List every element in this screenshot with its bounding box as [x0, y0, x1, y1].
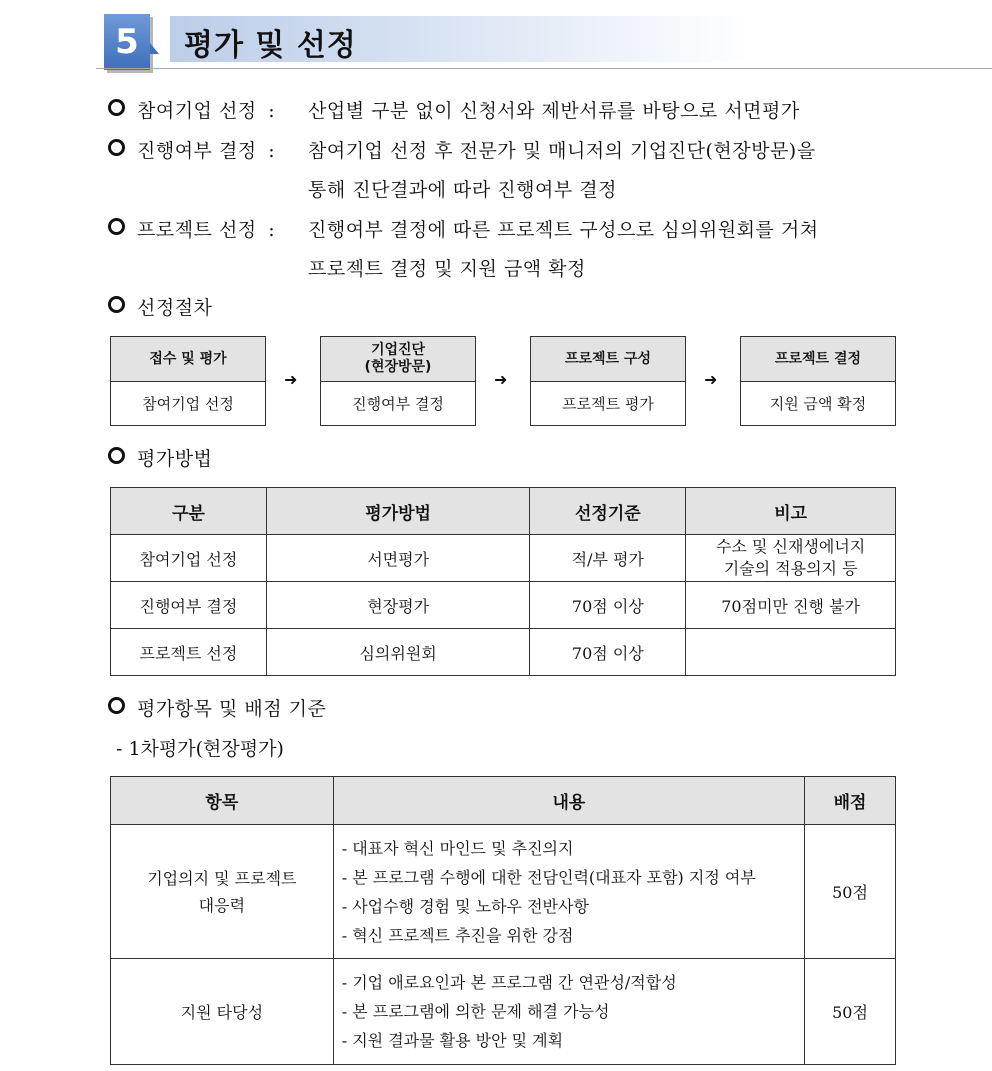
method-heading: [108, 444, 212, 471]
column-header: 항목: [111, 777, 334, 825]
table-cell: 수소 및 신재생에너지 기술의 적용의지 등: [686, 535, 896, 582]
method-table: [110, 487, 896, 676]
table-header-row: [111, 488, 896, 535]
bullet-label: 프로젝트 선정: [137, 219, 257, 241]
criteria-score: 50점: [805, 959, 896, 1065]
bullet-label: 진행여부 결정: [137, 140, 257, 162]
criteria-heading: [108, 694, 326, 721]
flow-step-4: [740, 336, 896, 426]
bullet-text: 통해 진단결과에 따라 진행여부 결정: [308, 179, 617, 201]
flow-step-title: 프로젝트 결정: [741, 337, 895, 382]
bullet-text: 프로젝트 결정 및 지원 금액 확정: [308, 258, 586, 280]
criteria-line: - 기업 애로요인과 본 프로그램 간 연관성/적합성: [341, 973, 677, 992]
criteria-line: - 혁신 프로젝트 추진을 위한 강점: [341, 925, 574, 945]
section-number-tab: [150, 43, 159, 54]
column-header: 내용: [333, 777, 804, 825]
bullet-circle-icon: [108, 296, 125, 313]
table-header-row: [111, 777, 896, 825]
criteria-line: - 대표자 혁신 마인드 및 추진의지: [341, 838, 574, 858]
table-row: [111, 825, 896, 959]
bullet-progress-decision: [108, 136, 287, 163]
method-heading-label: 평가방법: [137, 448, 213, 470]
bullet-colon: :: [268, 100, 276, 122]
table-row: [111, 535, 896, 582]
criteria-line: - 사업수행 경험 및 노하우 전반사항: [341, 896, 589, 916]
procedure-heading: [108, 293, 212, 320]
criteria-sub-heading: - 1차평가(현장평가): [116, 738, 284, 760]
bullet-colon: :: [268, 219, 276, 241]
flow-step-result: 프로젝트 평가: [562, 395, 654, 413]
arrow-right-icon: ➜: [494, 370, 508, 389]
criteria-score: 50점: [805, 825, 896, 959]
criteria-heading-label: 평가항목 및 배점 기준: [137, 698, 327, 720]
criteria-line: - 본 프로그램에 의한 문제 해결 가능성: [341, 1002, 610, 1021]
flow-step-result: 진행여부 결정: [352, 395, 444, 413]
table-cell: 참여기업 선정: [111, 535, 267, 582]
flow-step-2: [320, 336, 476, 426]
bullet-circle-icon: [108, 99, 125, 116]
section-divider: [96, 68, 992, 69]
section-title: 평가 및 선정: [184, 28, 357, 63]
procedure-heading-label: 선정절차: [137, 297, 213, 319]
flow-step-title: 프로젝트 구성: [531, 337, 685, 382]
criteria-contents: [333, 959, 804, 1065]
bullet-circle-icon: [108, 218, 125, 235]
table-cell: 적/부 평가: [530, 535, 686, 582]
criteria-item: 기업의지 및 프로젝트 대응력: [111, 825, 334, 959]
table-cell: 70점미만 진행 불가: [686, 582, 896, 629]
arrow-right-icon: ➜: [284, 370, 298, 389]
column-header: 비고: [686, 488, 896, 535]
table-cell: 70점 이상: [530, 629, 686, 676]
criteria-table: [110, 776, 896, 1065]
bullet-project-selection: [108, 215, 287, 242]
criteria-line: - 본 프로그램 수행에 대한 전담인력(대표자 포함) 지정 여부: [341, 867, 756, 887]
criteria-item: 지원 타당성: [111, 959, 334, 1065]
criteria-contents: [333, 825, 804, 959]
bullet-text: 참여기업 선정 후 전문가 및 매니저의 기업진단(현장방문)을: [308, 140, 816, 162]
table-cell: 프로젝트 선정: [111, 629, 267, 676]
flow-step-title: 기업진단 (현장방문): [321, 337, 475, 382]
column-header: 평가방법: [266, 488, 530, 535]
table-cell: 심의위원회: [266, 629, 530, 676]
bullet-text: 산업별 구분 없이 신청서와 제반서류를 바탕으로 서면평가: [308, 100, 800, 122]
flow-step-1: [110, 336, 266, 426]
bullet-participant-selection: [108, 96, 287, 123]
arrow-right-icon: ➜: [704, 370, 718, 389]
column-header: 배점: [805, 777, 896, 825]
table-cell: 진행여부 결정: [111, 582, 267, 629]
bullet-colon: :: [268, 140, 276, 162]
table-cell: 현장평가: [266, 582, 530, 629]
bullet-circle-icon: [108, 697, 125, 714]
section-number: 5: [104, 14, 150, 70]
section-header: [96, 12, 992, 72]
flow-step-result: 참여기업 선정: [142, 395, 234, 413]
flow-step-result: 지원 금액 확정: [769, 395, 867, 413]
table-cell: 서면평가: [266, 535, 530, 582]
flow-step-title: 접수 및 평가: [111, 337, 265, 382]
bullet-circle-icon: [108, 139, 125, 156]
column-header: 선정기준: [530, 488, 686, 535]
column-header: 구분: [111, 488, 267, 535]
flow-step-3: [530, 336, 686, 426]
table-cell: [686, 629, 896, 676]
bullet-circle-icon: [108, 447, 125, 464]
table-row: [111, 629, 896, 676]
bullet-text: 진행여부 결정에 따른 프로젝트 구성으로 심의위원회를 거쳐: [308, 219, 819, 241]
bullet-label: 참여기업 선정: [137, 100, 257, 122]
table-row: [111, 959, 896, 1065]
table-row: [111, 582, 896, 629]
table-cell: 70점 이상: [530, 582, 686, 629]
criteria-line: - 지원 결과물 활용 방안 및 계획: [341, 1031, 564, 1050]
